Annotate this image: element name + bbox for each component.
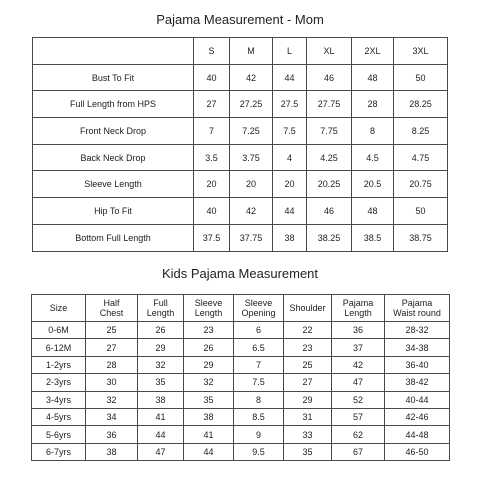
kids-header-cell: [284, 295, 332, 322]
kids-value-cell: 38-42: [385, 374, 450, 391]
mom-value-cell: 48: [352, 198, 394, 225]
kids-value-cell: 44: [184, 443, 234, 460]
kids-value-cell: 37: [332, 339, 385, 356]
kids-header-line: Sleeve: [244, 298, 273, 308]
mom-table-row: [33, 171, 448, 198]
mom-table-row: [33, 64, 448, 91]
kids-measurement-table: [31, 294, 450, 461]
mom-table-row: [33, 144, 448, 171]
mom-value-cell: 46: [307, 198, 352, 225]
kids-value-cell: 34: [86, 408, 138, 425]
kids-value-cell: 7: [234, 356, 284, 373]
kids-value-cell: 41: [138, 408, 184, 425]
mom-measurement-table: [32, 37, 448, 252]
mom-value-cell: 50: [394, 64, 448, 91]
kids-size-cell: 6-7yrs: [32, 443, 86, 460]
mom-value-cell: 42: [230, 198, 273, 225]
mom-table-row: [33, 118, 448, 145]
kids-value-cell: 33: [284, 426, 332, 443]
mom-value-cell: 40: [194, 198, 230, 225]
mom-value-cell: 4.75: [394, 144, 448, 171]
kids-header-line: Length: [344, 308, 372, 318]
kids-value-cell: 44: [138, 426, 184, 443]
kids-header-line: Pajama: [401, 298, 433, 308]
kids-value-cell: 22: [284, 322, 332, 339]
kids-table-row: [32, 339, 450, 356]
mom-value-cell: 27: [194, 91, 230, 118]
mom-table-title: Pajama Measurement - Mom: [156, 12, 324, 27]
mom-value-cell: 4: [273, 144, 307, 171]
mom-value-cell: 28.25: [394, 91, 448, 118]
mom-row-label: Hip To Fit: [33, 198, 194, 225]
mom-value-cell: 38.5: [352, 224, 394, 251]
mom-header-cell: [33, 38, 194, 65]
mom-value-cell: 20: [273, 171, 307, 198]
kids-header-line: Waist round: [393, 308, 441, 318]
kids-value-cell: 8.5: [234, 408, 284, 425]
kids-value-cell: 23: [284, 339, 332, 356]
kids-header-line: Pajama: [342, 298, 374, 308]
kids-header-line: Sleeve: [194, 298, 223, 308]
kids-size-cell: 3-4yrs: [32, 391, 86, 408]
mom-header-cell: L: [273, 38, 307, 65]
mom-table-row: [33, 91, 448, 118]
kids-value-cell: 23: [184, 322, 234, 339]
kids-header-cell: [86, 295, 138, 322]
kids-value-cell: 35: [138, 374, 184, 391]
kids-value-cell: 47: [332, 374, 385, 391]
kids-size-cell: 1-2yrs: [32, 356, 86, 373]
kids-value-cell: 6: [234, 322, 284, 339]
mom-value-cell: 8.25: [394, 118, 448, 145]
mom-value-cell: 3.5: [194, 144, 230, 171]
kids-header-line: Shoulder: [289, 303, 326, 313]
mom-row-label: Front Neck Drop: [33, 118, 194, 145]
kids-header-cell: [138, 295, 184, 322]
kids-value-cell: 47: [138, 443, 184, 460]
mom-row-label: Full Length from HPS: [33, 91, 194, 118]
kids-value-cell: 42: [332, 356, 385, 373]
mom-row-label: Bottom Full Length: [33, 224, 194, 251]
kids-header-line: Full: [153, 298, 168, 308]
kids-value-cell: 6.5: [234, 339, 284, 356]
kids-table-row: [32, 391, 450, 408]
mom-table-row: [33, 224, 448, 251]
kids-value-cell: 36: [86, 426, 138, 443]
kids-header-row: [32, 295, 450, 322]
kids-table-title: Kids Pajama Measurement: [161, 266, 319, 281]
mom-value-cell: 4.25: [307, 144, 352, 171]
kids-size-cell: 0-6M: [32, 322, 86, 339]
kids-value-cell: 35: [284, 443, 332, 460]
kids-value-cell: 28-32: [385, 322, 450, 339]
mom-value-cell: 38: [273, 224, 307, 251]
kids-value-cell: 8: [234, 391, 284, 408]
mom-value-cell: 44: [273, 198, 307, 225]
kids-value-cell: 44-48: [385, 426, 450, 443]
mom-value-cell: 4.5: [352, 144, 394, 171]
mom-value-cell: 3.75: [230, 144, 273, 171]
mom-value-cell: 20.25: [307, 171, 352, 198]
kids-value-cell: 38: [138, 391, 184, 408]
kids-size-cell: 2-3yrs: [32, 374, 86, 391]
mom-value-cell: 37.75: [230, 224, 273, 251]
mom-value-cell: 20: [194, 171, 230, 198]
mom-header-cell: XL: [307, 38, 352, 65]
kids-table-row: [32, 443, 450, 460]
kids-value-cell: 40-44: [385, 391, 450, 408]
kids-value-cell: 35: [184, 391, 234, 408]
mom-value-cell: 7.75: [307, 118, 352, 145]
kids-value-cell: 38: [184, 408, 234, 425]
mom-value-cell: 40: [194, 64, 230, 91]
mom-value-cell: 27.75: [307, 91, 352, 118]
kids-size-cell: 5-6yrs: [32, 426, 86, 443]
mom-header-cell: M: [230, 38, 273, 65]
kids-value-cell: 34-38: [385, 339, 450, 356]
kids-header-cell: [32, 295, 86, 322]
kids-value-cell: 42-46: [385, 408, 450, 425]
kids-header-cell: [332, 295, 385, 322]
mom-value-cell: 7: [194, 118, 230, 145]
kids-value-cell: 32: [86, 391, 138, 408]
kids-value-cell: 57: [332, 408, 385, 425]
kids-value-cell: 26: [184, 339, 234, 356]
kids-value-cell: 9.5: [234, 443, 284, 460]
kids-value-cell: 30: [86, 374, 138, 391]
mom-value-cell: 38.75: [394, 224, 448, 251]
mom-value-cell: 42: [230, 64, 273, 91]
kids-table-row: [32, 374, 450, 391]
mom-value-cell: 46: [307, 64, 352, 91]
kids-header-line: Opening: [241, 308, 276, 318]
mom-table-row: [33, 198, 448, 225]
kids-header-line: Length: [146, 308, 175, 318]
mom-value-cell: 48: [352, 64, 394, 91]
kids-value-cell: 25: [284, 356, 332, 373]
kids-value-cell: 29: [138, 339, 184, 356]
mom-header-row: [33, 38, 448, 65]
mom-header-cell: 3XL: [394, 38, 448, 65]
kids-table-row: [32, 322, 450, 339]
mom-row-label: Sleeve Length: [33, 171, 194, 198]
kids-value-cell: 27: [284, 374, 332, 391]
kids-value-cell: 28: [86, 356, 138, 373]
kids-header-line: Size: [49, 303, 68, 313]
kids-value-cell: 29: [284, 391, 332, 408]
kids-value-cell: 9: [234, 426, 284, 443]
kids-value-cell: 27: [86, 339, 138, 356]
kids-value-cell: 67: [332, 443, 385, 460]
kids-table-row: [32, 356, 450, 373]
mom-value-cell: 20.75: [394, 171, 448, 198]
mom-value-cell: 38.25: [307, 224, 352, 251]
kids-value-cell: 46-50: [385, 443, 450, 460]
mom-value-cell: 20: [230, 171, 273, 198]
kids-header-cell: [385, 295, 450, 322]
mom-value-cell: 8: [352, 118, 394, 145]
mom-header-cell: S: [194, 38, 230, 65]
mom-value-cell: 7.5: [273, 118, 307, 145]
mom-row-label: Back Neck Drop: [33, 144, 194, 171]
mom-value-cell: 28: [352, 91, 394, 118]
mom-value-cell: 20.5: [352, 171, 394, 198]
kids-table-row: [32, 408, 450, 425]
kids-value-cell: 36-40: [385, 356, 450, 373]
kids-value-cell: 36: [332, 322, 385, 339]
kids-value-cell: 52: [332, 391, 385, 408]
kids-value-cell: 38: [86, 443, 138, 460]
kids-table-row: [32, 426, 450, 443]
kids-header-line: Half: [103, 298, 120, 308]
kids-header-cell: [184, 295, 234, 322]
kids-value-cell: 32: [138, 356, 184, 373]
kids-size-cell: 4-5yrs: [32, 408, 86, 425]
kids-header-cell: [234, 295, 284, 322]
mom-value-cell: 27.5: [273, 91, 307, 118]
kids-value-cell: 25: [86, 322, 138, 339]
mom-value-cell: 7.25: [230, 118, 273, 145]
kids-value-cell: 41: [184, 426, 234, 443]
kids-value-cell: 7.5: [234, 374, 284, 391]
kids-value-cell: 32: [184, 374, 234, 391]
kids-header-line: Chest: [99, 308, 124, 318]
kids-header-line: Length: [194, 308, 223, 318]
mom-value-cell: 50: [394, 198, 448, 225]
mom-value-cell: 27.25: [230, 91, 273, 118]
kids-value-cell: 29: [184, 356, 234, 373]
mom-row-label: Bust To Fit: [33, 64, 194, 91]
kids-size-cell: 6-12M: [32, 339, 86, 356]
mom-value-cell: 44: [273, 64, 307, 91]
kids-value-cell: 31: [284, 408, 332, 425]
mom-header-cell: 2XL: [352, 38, 394, 65]
kids-value-cell: 62: [332, 426, 385, 443]
mom-value-cell: 37.5: [194, 224, 230, 251]
kids-value-cell: 26: [138, 322, 184, 339]
